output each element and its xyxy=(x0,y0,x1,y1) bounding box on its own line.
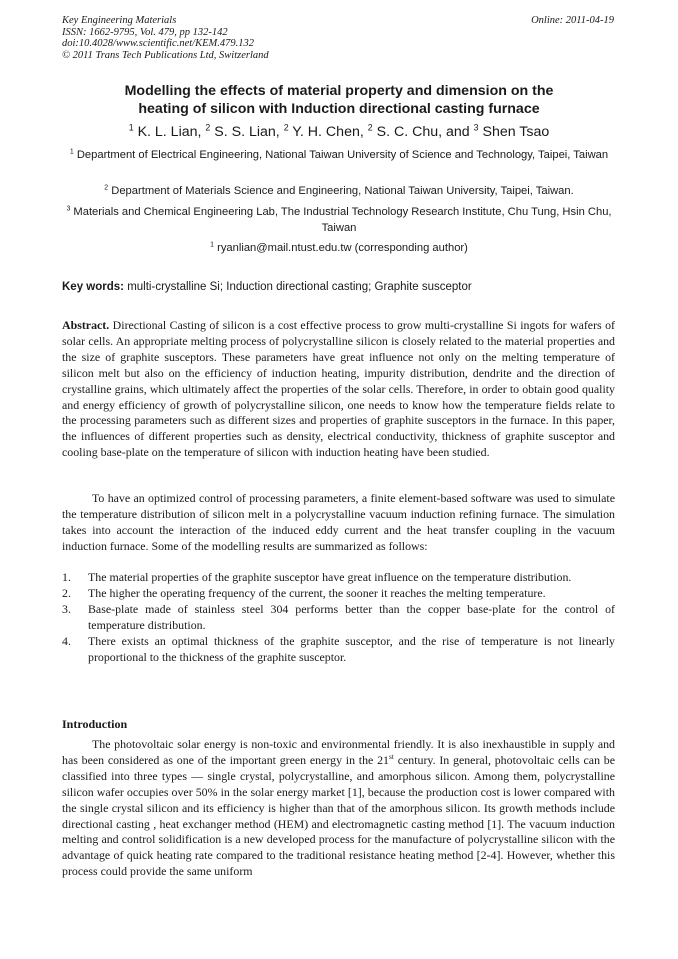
affiliation-1-mark: 1 xyxy=(69,148,74,156)
author-3: Y. H. Chen, xyxy=(292,124,364,140)
author-3-affil-mark: 2 xyxy=(283,122,289,133)
author-5: Shen Tsao xyxy=(482,124,550,140)
journal-name: Key Engineering Materials xyxy=(62,15,177,26)
abstract-paragraph xyxy=(62,318,615,461)
journal-header xyxy=(62,15,269,61)
section-heading-introduction: Introduction xyxy=(62,717,128,731)
paper-title xyxy=(62,82,616,118)
author-4-affil-mark: 2 xyxy=(367,122,373,133)
results-list xyxy=(62,570,615,665)
author-2: S. S. Lian, xyxy=(214,124,280,140)
introduction-paragraph xyxy=(62,737,615,880)
intro-text-a: The photovoltaic solar energy is non-toxic and environmental friendly. It is also inexhaustible in supply and has been considered as one of the important green energy in the 21 xyxy=(62,737,615,767)
doi-line[interactable]: doi:10.4028/www.scientific.net/KEM.479.132 xyxy=(62,38,254,49)
keywords-line xyxy=(62,280,616,295)
list-item-number: 3. xyxy=(62,601,71,616)
keywords-label: Key words: xyxy=(62,281,124,293)
affiliation-3 xyxy=(62,205,616,236)
title-line-2: heating of silicon with Induction directional casting furnace xyxy=(138,101,540,117)
affiliation-3-text: Materials and Chemical Engineering Lab, The Industrial Technology Research Institute, Chu Tung, Hsin Chu, Taiwan xyxy=(73,206,612,234)
affiliation-2-text: Department of Materials Science and Engineering, National Taiwan University, Taipei, Taiwan. xyxy=(111,185,574,197)
affiliation-2-mark: 2 xyxy=(104,184,109,192)
intro-text-b: century. In general, photovoltaic cells can be classified into three types — single crystal, polycrystalline, and amorphous silicon. Among them, polycrystalline silicon wafer occupies over 50% in the solar energy market [1], because the production cost is lower compared with the single crystal silicon and its efficiency is higher than that of the amorphous silicon. Its growth methods include directional casting , heat exchanger method (HEM) and electromagnetic casting method [1]. The vacuum induction melting and control solidification is a new developed process for the manufacture of polycrystalline silicon with the advantage of quick heating rate compared to the traditional resistance heating method [2-4]. However, whether this process could provide the same uniform xyxy=(62,752,616,879)
abstract-label: Abstract. xyxy=(62,318,110,332)
list-item-text: There exists an optimal thickness of the graphite susceptor, and the rise of temperature is not linearly proportional to the thickness of the graphite susceptor. xyxy=(88,633,615,664)
author-1-affil-mark: 1 xyxy=(128,122,134,133)
issn-line: ISSN: 1662-9795, Vol. 479, pp 132-142 xyxy=(62,26,228,38)
author-5-affil-mark: 3 xyxy=(473,122,479,133)
online-date: Online: 2011-04-19 xyxy=(531,15,614,26)
copyright-line: © 2011 Trans Tech Publications Ltd, Switzerland xyxy=(62,49,269,61)
list-item-number: 4. xyxy=(62,633,71,648)
intro-superscript: st xyxy=(389,751,394,761)
list-item-number: 2. xyxy=(62,585,71,600)
list-item-text: Base-plate made of stainless steel 304 performs better than the copper base-plate for the control of temperature distribution. xyxy=(88,601,615,632)
keywords-text: multi-crystalline Si; Induction directional casting; Graphite susceptor xyxy=(127,281,472,293)
list-item-text: The material properties of the graphite susceptor have great influence on the temperature distribution. xyxy=(88,570,572,584)
affiliation-2 xyxy=(62,184,616,200)
author-list xyxy=(62,122,616,142)
list-item xyxy=(62,586,615,602)
affiliation-1-text: Department of Electrical Engineering, National Taiwan University of Science and Technology, Taipei, Taiwan xyxy=(76,149,609,161)
abstract-text: Directional Casting of silicon is a cost effective process to grow multi-crystalline Si ingots for wafers of solar cells. An appropriate melting process of polycrystalline silicon is closely related to the material properties and the size of graphite susceptors. These parameters have great influence not only on the melting temperature of silicon melt but also on the efficiency of induction heating, impurity distribution, dendrite and the direction of crystalline grains, which ultimately affect the properties of the solar cells. Therefore, in order to obtain good quality and energy efficiency of growth of polycrystalline silicon, one needs to know how the temperature fields relate to the processing parameters such as different sizes and properties of graphite susceptors in the furnace. In this paper, the influences of different properties such as density, electrical conductivity, thickness of graphite susceptor and cooling base-plate on the temperature of silicon with induction heating have been studied. xyxy=(62,318,615,460)
affiliation-3-mark: 3 xyxy=(66,205,71,213)
author-2-affil-mark: 2 xyxy=(205,122,211,133)
list-item xyxy=(62,634,615,666)
email-text[interactable]: ryanlian@mail.ntust.edu.tw (corresponding author) xyxy=(217,242,468,254)
email-mark: 1 xyxy=(210,241,214,249)
title-line-1: Modelling the effects of material property and dimension on the xyxy=(124,83,554,99)
list-item-text: The higher the operating frequency of the current, the sooner it reaches the melting temperature. xyxy=(88,585,546,600)
abstract-paragraph-2: To have an optimized control of processing parameters, a finite element-based software was used to simulate the temperature distribution of silicon melt in a polycrystalline vacuum induction refining furnace. The simulation takes into account the interaction of the induced eddy current and the heat transfer coupling in the vacuum induction furnace. Some of the modelling results are summarized as follows: xyxy=(62,491,615,553)
author-1: K. L. Lian, xyxy=(137,124,202,140)
affiliation-1 xyxy=(62,148,616,164)
list-item xyxy=(62,570,615,586)
list-item-number: 1. xyxy=(62,570,71,584)
author-4: S. C. Chu, and xyxy=(376,124,470,140)
corresponding-email xyxy=(62,241,616,257)
list-item xyxy=(62,602,615,634)
